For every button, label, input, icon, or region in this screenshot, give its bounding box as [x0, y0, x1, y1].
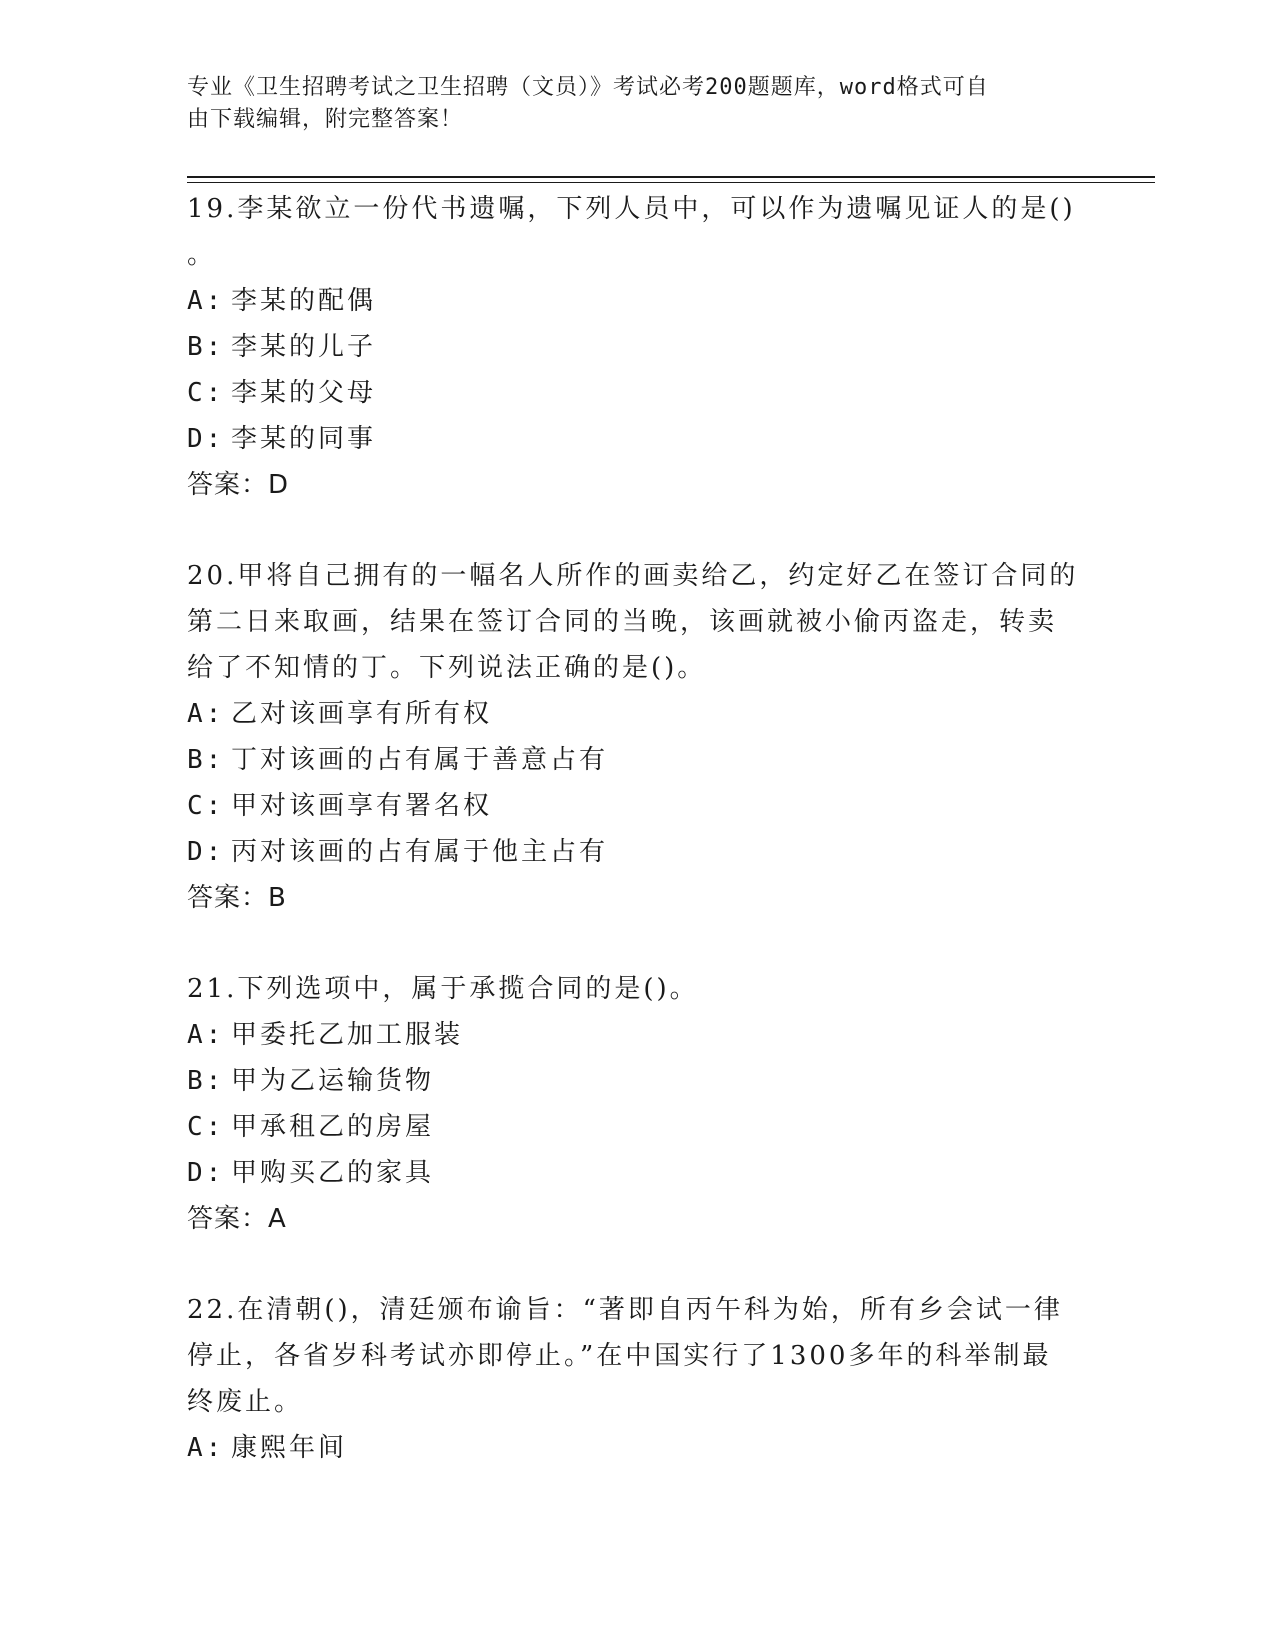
question-text-line: 21.下列选项中，属于承揽合同的是()。 — [187, 974, 699, 1004]
answer-label: 答案：B — [187, 883, 287, 913]
option-a — [187, 278, 1087, 324]
option-text: 丙对该画的占有属于他主占有 — [231, 837, 609, 867]
question-text-line: 第二日来取画，结果在签订合同的当晚，该画就被小偷丙盗走，转卖 — [187, 607, 1058, 637]
option-text: 康熙年间 — [231, 1433, 348, 1463]
option-letter: C: — [187, 791, 225, 821]
question-text-line: 19.李某欲立一份代书遗嘱，下列人员中，可以作为遗嘱见证人的是() — [187, 194, 1076, 224]
option-text: 甲为乙运输货物 — [231, 1066, 435, 1096]
option-letter: A: — [187, 286, 225, 316]
question-text-line: 20.甲将自己拥有的一幅名人所作的画卖给乙，约定好乙在签订合同的 — [187, 561, 1079, 591]
header-intro-line-1: 专业《卫生招聘考试之卫生招聘（文员）》考试必考200题题库，word格式可自 — [187, 75, 989, 100]
option-letter: C: — [187, 378, 225, 408]
option-letter: D: — [187, 424, 225, 454]
option-text: 丁对该画的占有属于善意占有 — [231, 745, 609, 775]
option-text: 甲对该画享有署名权 — [231, 791, 493, 821]
option-text: 李某的儿子 — [231, 332, 377, 362]
option-text: 甲承租乙的房屋 — [231, 1112, 435, 1142]
header-divider-thin — [187, 182, 1155, 183]
option-d — [187, 416, 1087, 462]
option-c — [187, 783, 1087, 829]
option-c — [187, 1104, 1087, 1150]
option-letter: B: — [187, 745, 225, 775]
question-text-line: 22.在清朝()，清廷颁布谕旨：“著即自丙午科为始，所有乡会试一律 — [187, 1295, 1063, 1325]
option-letter: B: — [187, 332, 225, 362]
option-d — [187, 1150, 1087, 1196]
option-a — [187, 691, 1087, 737]
option-a — [187, 1012, 1087, 1058]
question-list — [187, 186, 1087, 1516]
option-b — [187, 737, 1087, 783]
option-d — [187, 829, 1087, 875]
option-text: 李某的父母 — [231, 378, 377, 408]
question-text-line: 给了不知情的丁。下列说法正确的是()。 — [187, 653, 707, 683]
question-text-line: 停止，各省岁科考试亦即停止。”在中国实行了1300多年的科举制最 — [187, 1341, 1052, 1371]
answer-label: 答案：A — [187, 1204, 287, 1234]
question-20 — [187, 553, 1087, 921]
answer-label: 答案：D — [187, 470, 290, 500]
option-letter: A: — [187, 1020, 225, 1050]
header-intro-line-2: 由下载编辑，附完整答案！ — [187, 107, 464, 132]
document-header — [187, 72, 1067, 136]
header-divider-thick — [187, 176, 1155, 178]
option-text: 甲委托乙加工服装 — [231, 1020, 464, 1050]
question-22 — [187, 1287, 1087, 1471]
option-letter: B: — [187, 1066, 225, 1096]
option-b — [187, 324, 1087, 370]
question-19 — [187, 186, 1087, 508]
option-letter: D: — [187, 1158, 225, 1188]
question-text-line: 。 — [187, 240, 217, 270]
option-c — [187, 370, 1087, 416]
option-text: 李某的同事 — [231, 424, 377, 454]
option-text: 甲购买乙的家具 — [231, 1158, 435, 1188]
option-letter: D: — [187, 837, 225, 867]
option-b — [187, 1058, 1087, 1104]
question-text-line: 终废止。 — [187, 1387, 304, 1417]
option-text: 乙对该画享有所有权 — [231, 699, 493, 729]
option-letter: A: — [187, 1433, 225, 1463]
option-letter: C: — [187, 1112, 225, 1142]
question-21 — [187, 966, 1087, 1242]
option-a — [187, 1425, 1087, 1471]
option-letter: A: — [187, 699, 225, 729]
option-text: 李某的配偶 — [231, 286, 377, 316]
